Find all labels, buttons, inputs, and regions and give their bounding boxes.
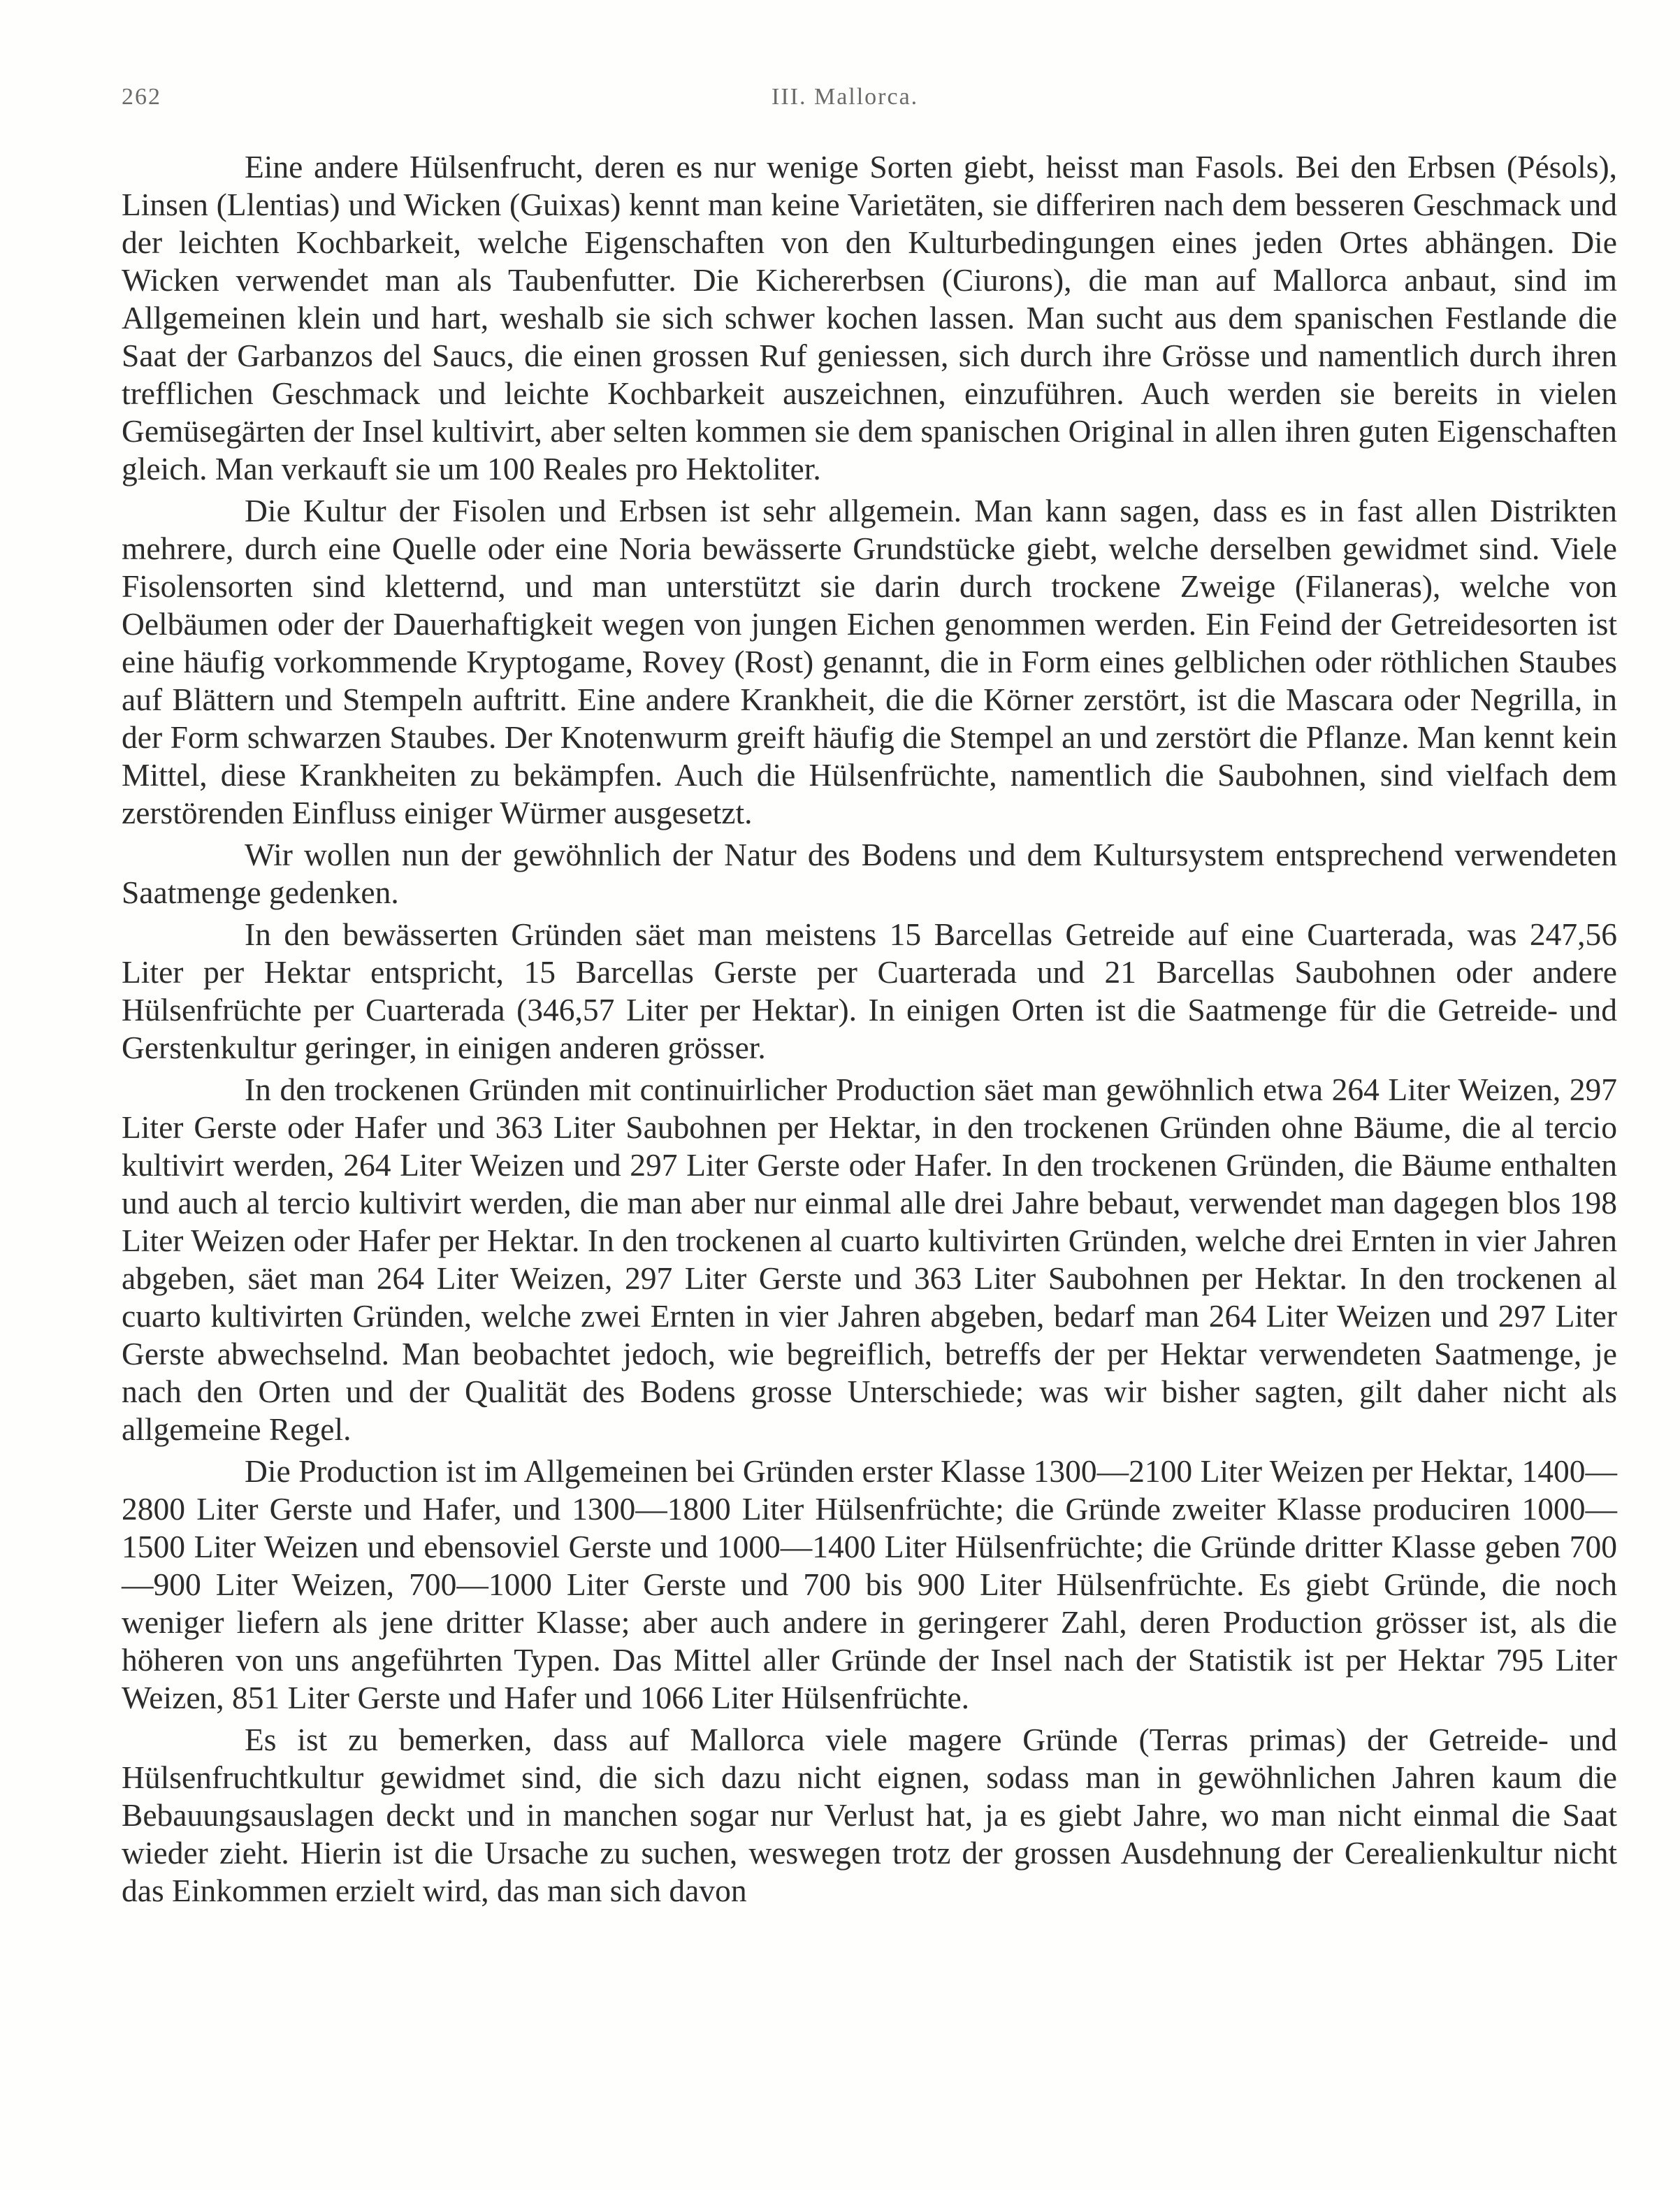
paragraph-irrigated-seed: In den bewässerten Gründen säet man meistens 15 Barcellas Getreide auf eine Cuarterada, was 247,56 Liter per Hektar entspricht, 15 Barcellas Gerste per Cuarterada und 21 Barcellas Saubohnen oder andere Hülsenfrüchte per Cuarterada (346,57 Liter per Hektar). In einigen Orten ist die Saatmenge für die Getreide- und Gerstenkultur geringer, in einigen anderen grösser. <box>122 916 1617 1065</box>
paragraph-dry-seed: In den trockenen Gründen mit continuirlicher Production säet man gewöhnlich etwa 264 Liter Weizen, 297 Liter Gerste oder Hafer und 363 Liter Saubohnen per Hektar, in den trockenen Gründen ohne Bäume, die al tercio kultivirt werden, 264 Liter Weizen und 297 Liter Gerste oder Hafer. In den trockenen Gründen, die Bäume enthalten und auch al tercio kultivirt werden, die man aber nur einmal alle drei Jahre bebaut, verwendet man dagegen blos 198 Liter Weizen oder Hafer per Hektar. In den trockenen al cuarto kultivirten Gründen, welche drei Ernten in vier Jahren abgeben, säet man 264 Liter Weizen, 297 Liter Gerste und 363 Liter Saubohnen per Hektar. In den trockenen al cuarto kultivirten Gründen, welche zwei Ernten in vier Jahren abgeben, bedarf man 264 Liter Weizen und 297 Liter Gerste abwechselnd. Man beobachtet jedoch, wie begreiflich, betreffs der per Hektar verwendeten Saatmenge, je nach den Orten und der Qualität des Bodens grosse Unterschiede; was wir bisher sagten, gilt daher nicht als allgemeine Regel. <box>122 1072 1617 1447</box>
body-text <box>122 148 1617 1914</box>
running-head <box>122 84 1617 126</box>
paragraph-production: Die Production ist im Allgemeinen bei Gründen erster Klasse 1300—2100 Liter Weizen per Hektar, 1400—2800 Liter Gerste und Hafer, und 1300—1800 Liter Hülsenfrüchte; die Gründe zweiter Klasse produciren 1000—1500 Liter Weizen und ebensoviel Gerste und 1000—1400 Liter Hülsenfrüchte; die Gründe dritter Klasse geben 700—900 Liter Weizen, 700—1000 Liter Gerste und 700 bis 900 Liter Hülsenfrüchte. Es giebt Gründe, die noch weniger liefern als jene dritter Klasse; aber auch andere in geringerer Zahl, deren Production grösser ist, als die höheren von uns angeführten Typen. Das Mittel aller Gründe der Insel nach der Statistik ist per Hektar 795 Liter Weizen, 851 Liter Gerste und Hafer und 1066 Liter Hülsenfrüchte. <box>122 1453 1617 1715</box>
paragraph-legumes: Eine andere Hülsenfrucht, deren es nur wenige Sorten giebt, heisst man Fasols. Bei den Erbsen (Pésols), Linsen (Llentias) und Wicken (Guixas) kennt man keine Varietäten, sie differiren nach dem besseren Geschmack und der leichten Kochbarkeit, welche Eigenschaften von den Kulturbedingungen eines jeden Ortes abhängen. Die Wicken verwendet man als Taubenfutter. Die Kichererbsen (Ciurons), die man auf Mallorca anbaut, sind im Allgemeinen klein und hart, weshalb sie sich schwer kochen lassen. Man sucht aus dem spanischen Festlande die Saat der Garbanzos del Saucs, die einen grossen Ruf geniessen, sich durch ihre Grösse und namentlich durch ihren trefflichen Geschmack und leichte Kochbarkeit auszeichnen, einzuführen. Auch werden sie bereits in vielen Gemüsegärten der Insel kultivirt, aber selten kommen sie dem spanischen Original in allen ihren guten Eigenschaften gleich. Man verkauft sie um 100 Reales pro Hektoliter. <box>122 149 1617 487</box>
paragraph-seed-intro: Wir wollen nun der gewöhnlich der Natur des Bodens und dem Kultursystem entsprechend verwendeten Saatmenge gedenken. <box>122 837 1617 910</box>
chapter-title: III. Mallorca. <box>772 84 919 110</box>
page-number: 262 <box>122 84 161 110</box>
paragraph-poor-soils: Es ist zu bemerken, dass auf Mallorca viele magere Gründe (Terras primas) der Getreide- und Hülsenfruchtkultur gewidmet sind, die sich dazu nicht eignen, sodass man in gewöhnlichen Jahren kaum die Bebauungsauslagen deckt und in manchen sogar nur Verlust hat, ja es giebt Jahre, wo man nicht einmal die Saat wieder zieht. Hierin ist die Ursache zu suchen, weswegen trotz der grossen Ausdehnung der Cerealienkultur nicht das Einkommen erzielt wird, das man sich davon <box>122 1722 1617 1908</box>
paragraph-crop-diseases: Die Kultur der Fisolen und Erbsen ist sehr allgemein. Man kann sagen, dass es in fast allen Distrikten mehrere, durch eine Quelle oder eine Noria bewässerte Grundstücke giebt, welche derselben gewidmet sind. Viele Fisolensorten sind kletternd, und man unterstützt sie darin durch trockene Zweige (Filaneras), welche von Oelbäumen oder der Dauerhaftigkeit wegen von jungen Eichen genommen werden. Ein Feind der Getreidesorten ist eine häufig vorkommende Kryptogame, Rovey (Rost) genannt, die in Form eines gelblichen oder röthlichen Staubes auf Blättern und Stempeln auftritt. Eine andere Krankheit, die die Körner zerstört, ist die Mascara oder Negrilla, in der Form schwarzen Staubes. Der Knotenwurm greift häufig die Stempel an und zerstört die Pflanze. Man kennt kein Mittel, diese Krankheiten zu bekämpfen. Auch die Hülsenfrüchte, namentlich die Saubohnen, sind vielfach dem zerstörenden Einfluss einiger Würmer ausgesetzt. <box>122 493 1617 830</box>
